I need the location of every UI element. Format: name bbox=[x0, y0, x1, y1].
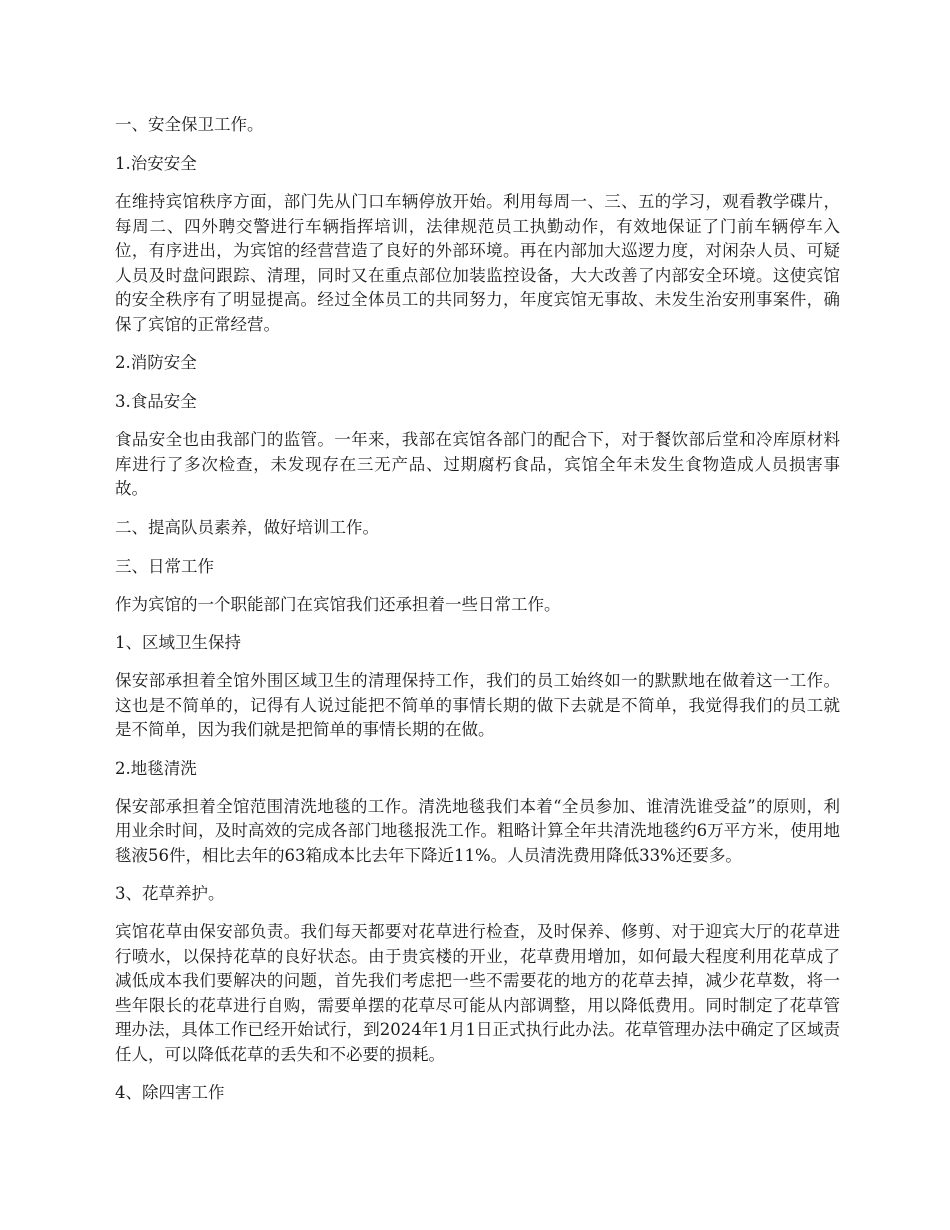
section-1-heading: 一、安全保卫工作。 bbox=[115, 115, 264, 134]
document-body bbox=[115, 112, 840, 1119]
subsection-pest-control-heading: 4、除四害工作 bbox=[115, 1083, 225, 1102]
plant-care-paragraph: 宾馆花草由保安部负责。我们每天都要对花草进行检查，及时保养、修剪、对于迎宾大厅的花草进行喷水，以保持花草的良好状态。由于贵宾楼的开业，花草费用增加，如何最大程度利用花草成了减低成本我们要解决的问题，首先我们考虑把一些不需要花的地方的花草去掉，减少花草数，将一些年限长的花草进行自购，需要单摆的花草尽可能从内部调整，用以降低费用。同时制定了花草管理办法，具体工作已经开始试行，到2024年1月1日正式执行此办法。花草管理办法中确定了区域责任人，可以降低花草的丢失和不必要的损耗。 bbox=[115, 922, 840, 1064]
subsection-public-security-heading: 1.治安安全 bbox=[115, 154, 197, 173]
section-3-heading: 三、日常工作 bbox=[115, 556, 214, 576]
section-2-heading: 二、提高队员素养，做好培训工作。 bbox=[115, 517, 379, 537]
subsection-fire-safety-heading: 2.消防安全 bbox=[115, 353, 197, 372]
subsection-area-hygiene-heading: 1、区域卫生保持 bbox=[115, 633, 241, 652]
subsection-carpet-cleaning-heading: 2.地毯清洗 bbox=[115, 758, 197, 778]
carpet-cleaning-paragraph: 保安部承担着全馆范围清洗地毯的工作。清洗地毯我们本着“全员参加、谁清洗谁受益”的原则，利用业余时间，及时高效的完成各部门地毯报洗工作。粗略计算全年共清洗地毯约6万平方米，使用地毯液56件，相比去年的63箱成本比去年下降近11%。人员清洗费用降低33%还要多。 bbox=[115, 796, 840, 865]
daily-work-intro-paragraph: 作为宾馆的一个职能部门在宾馆我们还承担着一些日常工作。 bbox=[115, 594, 561, 614]
public-security-paragraph: 在维持宾馆秩序方面，部门先从门口车辆停放开始。利用每周一、三、五的学习，观看教学碟片，每周二、四外聘交警进行车辆指挥培训，法律规范员工执勤动作，有效地保证了门前车辆停车入位，有序进出，为宾馆的经营营造了良好的外部环境。再在内部加大巡逻力度，对闲杂人员、可疑人员及时盘问跟踪、清理，同时又在重点部位加装监控设备，大大改善了内部安全环境。这使宾馆的安全秩序有了明显提高。经过全体员工的共同努力，年度宾馆无事故、未发生治安刑事案件，确保了宾馆的正常经营。 bbox=[115, 192, 840, 334]
subsection-plant-care-heading: 3、花草养护。 bbox=[115, 884, 225, 903]
food-safety-paragraph: 食品安全也由我部门的监管。一年来，我部在宾馆各部门的配合下，对于餐饮部后堂和冷库原材料库进行了多次检查，未发现存在三无产品、过期腐朽食品，宾馆全年未发生食物造成人员损害事故。 bbox=[115, 430, 840, 498]
area-hygiene-paragraph: 保安部承担着全馆外围区域卫生的清理保持工作，我们的员工始终如一的默默地在做着这一工作。这也是不简单的，记得有人说过能把不简单的事情长期的做下去就是不简单，我觉得我们的员工就是不简单，因为我们就是把简单的事情长期的在做。 bbox=[115, 671, 840, 739]
subsection-food-safety-heading: 3.食品安全 bbox=[115, 392, 197, 411]
